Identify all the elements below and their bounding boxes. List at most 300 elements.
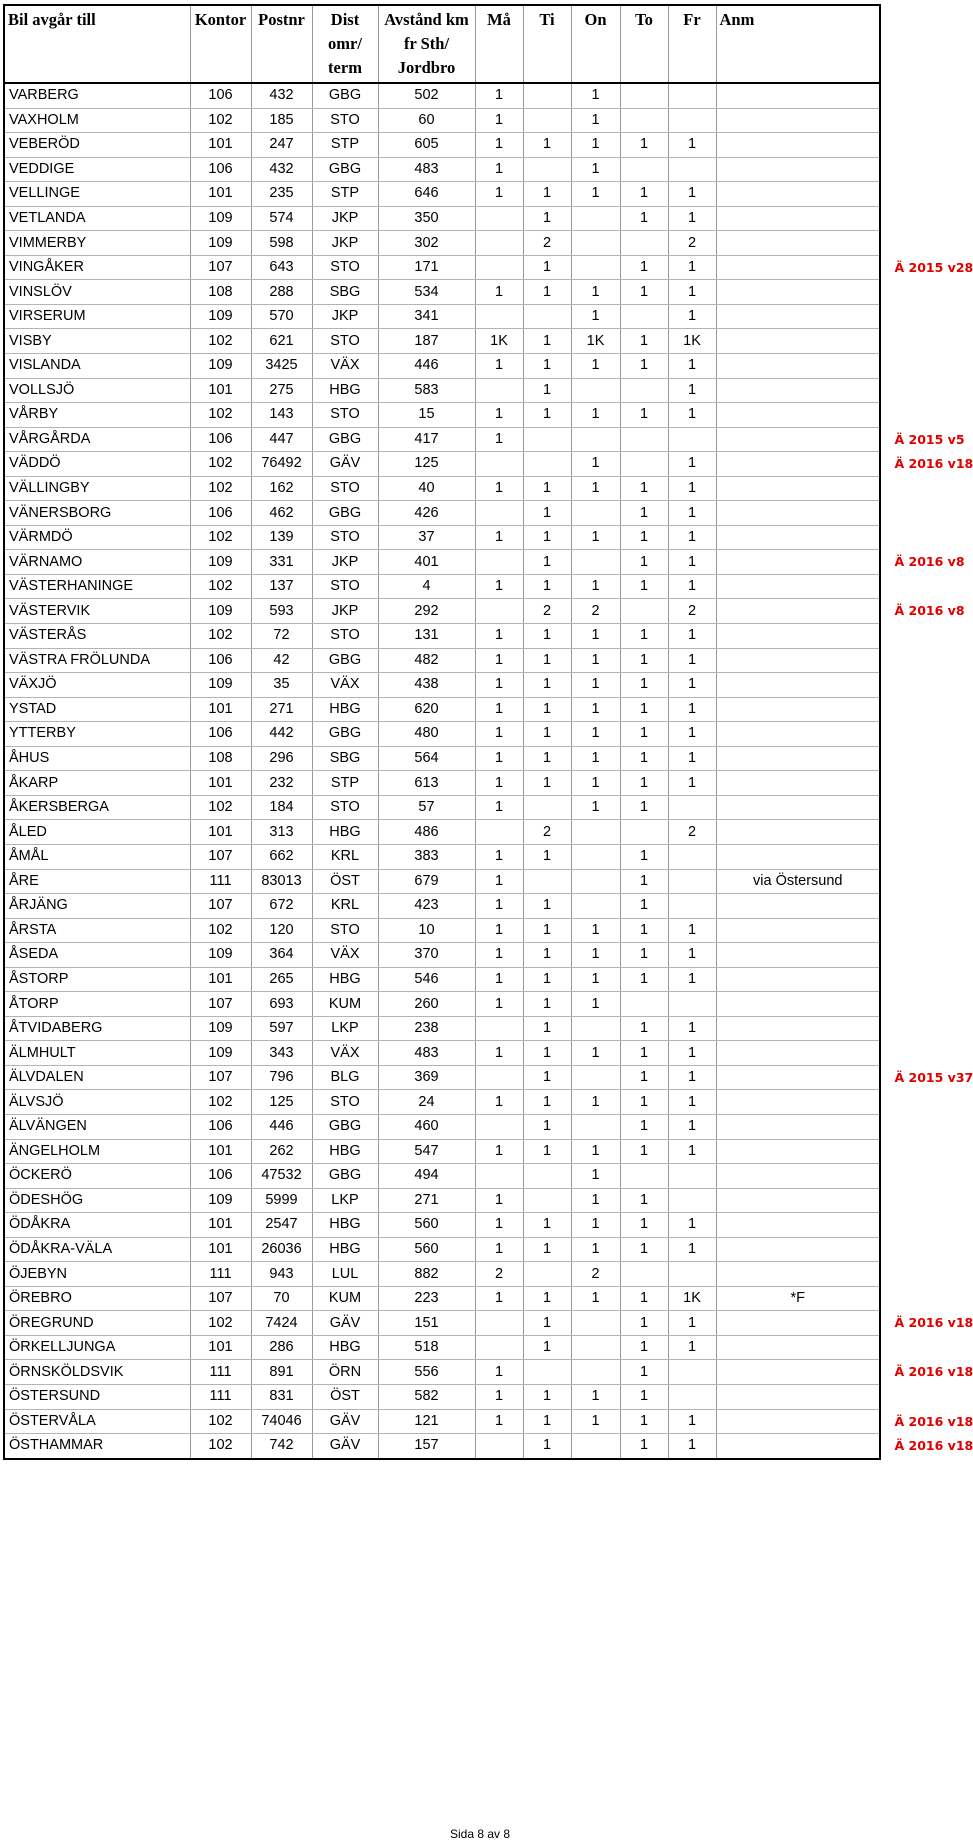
distance-cell: 480 xyxy=(378,722,475,747)
monday-cell xyxy=(475,599,523,624)
district-cell: HBG xyxy=(312,967,378,992)
tuesday-cell: 1 xyxy=(523,1139,571,1164)
office-cell: 102 xyxy=(190,1409,251,1434)
monday-cell: 1 xyxy=(475,918,523,943)
friday-cell xyxy=(668,1360,716,1385)
monday-cell: 1 xyxy=(475,1041,523,1066)
office-cell: 101 xyxy=(190,1139,251,1164)
thursday-cell xyxy=(620,231,668,256)
destination-cell: ÄLVÄNGEN xyxy=(4,1114,190,1139)
remark-cell xyxy=(716,501,880,526)
tuesday-cell: 1 xyxy=(523,182,571,207)
postcode-cell: 313 xyxy=(251,820,312,845)
postcode-cell: 185 xyxy=(251,108,312,133)
district-cell: BLG xyxy=(312,1065,378,1090)
office-cell: 106 xyxy=(190,427,251,452)
wednesday-cell: 1 xyxy=(571,697,620,722)
remark-cell xyxy=(716,403,880,428)
destination-cell: ÅKARP xyxy=(4,771,190,796)
remark-cell xyxy=(716,894,880,919)
thursday-cell: 1 xyxy=(620,255,668,280)
office-cell: 108 xyxy=(190,746,251,771)
table-row xyxy=(4,403,880,428)
office-cell: 106 xyxy=(190,648,251,673)
wednesday-cell: 1 xyxy=(571,967,620,992)
friday-cell: 1 xyxy=(668,648,716,673)
office-cell: 101 xyxy=(190,967,251,992)
postcode-cell: 742 xyxy=(251,1434,312,1459)
distance-cell: 370 xyxy=(378,943,475,968)
remark-cell xyxy=(716,1213,880,1238)
distance-cell: 10 xyxy=(378,918,475,943)
destination-cell: VÄRMDÖ xyxy=(4,525,190,550)
district-cell: STP xyxy=(312,182,378,207)
postcode-cell: 72 xyxy=(251,624,312,649)
tuesday-cell: 1 xyxy=(523,844,571,869)
thursday-cell: 1 xyxy=(620,943,668,968)
table-row xyxy=(4,378,880,403)
office-cell: 109 xyxy=(190,673,251,698)
wednesday-cell: 1 xyxy=(571,795,620,820)
monday-cell xyxy=(475,378,523,403)
friday-cell: 1 xyxy=(668,378,716,403)
table-row xyxy=(4,1335,880,1360)
destination-cell: ÖSTERVÅLA xyxy=(4,1409,190,1434)
friday-cell: 1 xyxy=(668,1409,716,1434)
friday-cell xyxy=(668,83,716,108)
district-cell: HBG xyxy=(312,1213,378,1238)
postcode-cell: 296 xyxy=(251,746,312,771)
tuesday-cell: 2 xyxy=(523,599,571,624)
postcode-cell: 943 xyxy=(251,1262,312,1287)
table-row xyxy=(4,133,880,158)
friday-cell: 2 xyxy=(668,820,716,845)
remark-cell xyxy=(716,1434,973,1459)
monday-cell: 1 xyxy=(475,624,523,649)
tuesday-cell: 1 xyxy=(523,673,571,698)
thursday-cell: 1 xyxy=(620,329,668,354)
wednesday-cell: 1 xyxy=(571,452,620,477)
thursday-cell: 1 xyxy=(620,648,668,673)
monday-cell xyxy=(475,206,523,231)
office-cell: 109 xyxy=(190,1041,251,1066)
tuesday-cell: 1 xyxy=(523,918,571,943)
destination-cell: YTTERBY xyxy=(4,722,190,747)
table-row xyxy=(4,1065,880,1090)
change-note: Ä 2016 v18 xyxy=(894,1438,973,1454)
remark-cell xyxy=(716,280,880,305)
distance-cell: 131 xyxy=(378,624,475,649)
distance-cell: 547 xyxy=(378,1139,475,1164)
table-row xyxy=(4,108,880,133)
tuesday-cell: 1 xyxy=(523,476,571,501)
change-note: Ä 2016 v8 xyxy=(894,554,965,570)
postcode-cell: 35 xyxy=(251,673,312,698)
destination-cell: ÄNGELHOLM xyxy=(4,1139,190,1164)
office-cell: 106 xyxy=(190,157,251,182)
monday-cell: 1K xyxy=(475,329,523,354)
thursday-cell: 1 xyxy=(620,1237,668,1262)
distance-cell: 534 xyxy=(378,280,475,305)
table-row xyxy=(4,550,880,575)
remark-cell xyxy=(716,1139,880,1164)
destination-cell: ÄLVDALEN xyxy=(4,1065,190,1090)
friday-cell xyxy=(668,844,716,869)
distance-cell: 486 xyxy=(378,820,475,845)
monday-cell: 1 xyxy=(475,280,523,305)
thursday-cell xyxy=(620,304,668,329)
tuesday-cell: 1 xyxy=(523,1384,571,1409)
remark-text: via Östersund xyxy=(753,872,843,889)
thursday-cell: 1 xyxy=(620,476,668,501)
thursday-cell: 1 xyxy=(620,697,668,722)
postcode-cell: 184 xyxy=(251,795,312,820)
destination-cell: ÖREGRUND xyxy=(4,1311,190,1336)
postcode-cell: 47532 xyxy=(251,1164,312,1189)
thursday-cell xyxy=(620,378,668,403)
table-row xyxy=(4,1114,880,1139)
wednesday-cell xyxy=(571,820,620,845)
district-cell: LUL xyxy=(312,1262,378,1287)
thursday-cell xyxy=(620,992,668,1017)
table-row xyxy=(4,501,880,526)
wednesday-cell xyxy=(571,1016,620,1041)
header-destination: Bil avgår till xyxy=(4,5,190,83)
destination-cell: VINGÅKER xyxy=(4,255,190,280)
postcode-cell: 137 xyxy=(251,574,312,599)
distance-cell: 4 xyxy=(378,574,475,599)
distance-cell: 483 xyxy=(378,157,475,182)
postcode-cell: 462 xyxy=(251,501,312,526)
remark-cell xyxy=(716,648,880,673)
distance-cell: 882 xyxy=(378,1262,475,1287)
monday-cell: 1 xyxy=(475,1213,523,1238)
thursday-cell: 1 xyxy=(620,403,668,428)
thursday-cell: 1 xyxy=(620,1090,668,1115)
change-note: Ä 2016 v18 xyxy=(894,1413,973,1429)
postcode-cell: 70 xyxy=(251,1286,312,1311)
remark-cell xyxy=(716,133,880,158)
distance-cell: 502 xyxy=(378,83,475,108)
district-cell: GBG xyxy=(312,1164,378,1189)
friday-cell: 1 xyxy=(668,133,716,158)
destination-cell: ÖJEBYN xyxy=(4,1262,190,1287)
table-row xyxy=(4,1016,880,1041)
remark-cell xyxy=(716,1409,973,1434)
wednesday-cell: 1K xyxy=(571,329,620,354)
wednesday-cell: 1 xyxy=(571,133,620,158)
thursday-cell: 1 xyxy=(620,280,668,305)
postcode-cell: 139 xyxy=(251,525,312,550)
postcode-cell: 235 xyxy=(251,182,312,207)
wednesday-cell: 1 xyxy=(571,1041,620,1066)
change-note: Ä 2016 v18 xyxy=(894,1315,973,1331)
distance-cell: 171 xyxy=(378,255,475,280)
friday-cell: 1 xyxy=(668,1213,716,1238)
office-cell: 101 xyxy=(190,820,251,845)
page-footer: Sida 8 av 8 xyxy=(449,1827,511,1841)
wednesday-cell xyxy=(571,378,620,403)
remark-cell xyxy=(716,918,880,943)
office-cell: 101 xyxy=(190,1237,251,1262)
tuesday-cell: 1 xyxy=(523,771,571,796)
wednesday-cell: 1 xyxy=(571,83,620,108)
destination-cell: ÅSTORP xyxy=(4,967,190,992)
tuesday-cell: 1 xyxy=(523,1311,571,1336)
change-note: Ä 2015 v5 xyxy=(894,431,965,447)
friday-cell xyxy=(668,1188,716,1213)
postcode-cell: 598 xyxy=(251,231,312,256)
monday-cell xyxy=(475,304,523,329)
tuesday-cell xyxy=(523,304,571,329)
office-cell: 101 xyxy=(190,133,251,158)
tuesday-cell xyxy=(523,1164,571,1189)
thursday-cell: 1 xyxy=(620,133,668,158)
distance-cell: 423 xyxy=(378,894,475,919)
remark-cell xyxy=(716,550,965,575)
header-friday: Fr xyxy=(668,5,716,83)
remark-cell xyxy=(716,697,880,722)
wednesday-cell xyxy=(571,255,620,280)
wednesday-cell xyxy=(571,501,620,526)
tuesday-cell: 1 xyxy=(523,1041,571,1066)
table-row xyxy=(4,1384,880,1409)
postcode-cell: 262 xyxy=(251,1139,312,1164)
distance-cell: 37 xyxy=(378,525,475,550)
table-row xyxy=(4,280,880,305)
thursday-cell: 1 xyxy=(620,624,668,649)
postcode-cell: 593 xyxy=(251,599,312,624)
postcode-cell: 286 xyxy=(251,1335,312,1360)
friday-cell: 1 xyxy=(668,354,716,379)
tuesday-cell: 1 xyxy=(523,133,571,158)
thursday-cell: 1 xyxy=(620,1114,668,1139)
distance-cell: 260 xyxy=(378,992,475,1017)
friday-cell: 1 xyxy=(668,697,716,722)
thursday-cell: 1 xyxy=(620,550,668,575)
distance-cell: 40 xyxy=(378,476,475,501)
remark-cell xyxy=(716,1041,880,1066)
thursday-cell xyxy=(620,820,668,845)
distance-cell: 560 xyxy=(378,1213,475,1238)
wednesday-cell: 1 xyxy=(571,574,620,599)
monday-cell xyxy=(475,820,523,845)
remark-cell xyxy=(716,354,880,379)
thursday-cell: 1 xyxy=(620,722,668,747)
monday-cell: 1 xyxy=(475,403,523,428)
wednesday-cell: 1 xyxy=(571,918,620,943)
remark-cell xyxy=(716,476,880,501)
friday-cell: 1 xyxy=(668,1041,716,1066)
monday-cell: 1 xyxy=(475,771,523,796)
thursday-cell: 1 xyxy=(620,795,668,820)
distance-cell: 460 xyxy=(378,1114,475,1139)
monday-cell: 2 xyxy=(475,1262,523,1287)
office-cell: 111 xyxy=(190,1360,251,1385)
wednesday-cell xyxy=(571,1311,620,1336)
distance-cell: 494 xyxy=(378,1164,475,1189)
office-cell: 111 xyxy=(190,869,251,894)
table-row xyxy=(4,894,880,919)
office-cell: 102 xyxy=(190,476,251,501)
table-row xyxy=(4,918,880,943)
table-row xyxy=(4,992,880,1017)
district-cell: JKP xyxy=(312,550,378,575)
table-row xyxy=(4,1139,880,1164)
district-cell: STO xyxy=(312,918,378,943)
destination-cell: ÖSTHAMMAR xyxy=(4,1434,190,1459)
district-cell: GBG xyxy=(312,648,378,673)
table-row xyxy=(4,746,880,771)
wednesday-cell: 1 xyxy=(571,1409,620,1434)
district-cell: JKP xyxy=(312,599,378,624)
friday-cell xyxy=(668,1384,716,1409)
postcode-cell: 643 xyxy=(251,255,312,280)
tuesday-cell: 1 xyxy=(523,550,571,575)
remark-cell xyxy=(716,329,880,354)
distance-cell: 187 xyxy=(378,329,475,354)
office-cell: 109 xyxy=(190,304,251,329)
postcode-cell: 5999 xyxy=(251,1188,312,1213)
friday-cell xyxy=(668,869,716,894)
tuesday-cell: 1 xyxy=(523,1335,571,1360)
wednesday-cell xyxy=(571,894,620,919)
office-cell: 102 xyxy=(190,918,251,943)
destination-cell: VISBY xyxy=(4,329,190,354)
district-cell: STO xyxy=(312,1090,378,1115)
thursday-cell: 1 xyxy=(620,1139,668,1164)
wednesday-cell: 1 xyxy=(571,648,620,673)
tuesday-cell: 1 xyxy=(523,1065,571,1090)
distance-cell: 271 xyxy=(378,1188,475,1213)
distance-cell: 24 xyxy=(378,1090,475,1115)
remark-cell xyxy=(716,1188,880,1213)
monday-cell xyxy=(475,1164,523,1189)
wednesday-cell xyxy=(571,1065,620,1090)
destination-cell: VELLINGE xyxy=(4,182,190,207)
distance-cell: 369 xyxy=(378,1065,475,1090)
wednesday-cell xyxy=(571,1114,620,1139)
friday-cell: 1 xyxy=(668,1139,716,1164)
district-cell: KRL xyxy=(312,844,378,869)
friday-cell: 1 xyxy=(668,1016,716,1041)
destination-cell: VEBERÖD xyxy=(4,133,190,158)
friday-cell: 1 xyxy=(668,182,716,207)
tuesday-cell: 2 xyxy=(523,231,571,256)
remark-cell xyxy=(716,992,880,1017)
remark-cell xyxy=(716,1311,973,1336)
remark-cell xyxy=(716,1384,880,1409)
remark-text: *F xyxy=(790,1290,805,1307)
wednesday-cell: 1 xyxy=(571,280,620,305)
thursday-cell: 1 xyxy=(620,182,668,207)
thursday-cell: 1 xyxy=(620,967,668,992)
office-cell: 107 xyxy=(190,844,251,869)
change-note: Ä 2015 v28 xyxy=(894,259,973,275)
district-cell: GÄV xyxy=(312,452,378,477)
postcode-cell: 597 xyxy=(251,1016,312,1041)
friday-cell: 1 xyxy=(668,1065,716,1090)
tuesday-cell: 1 xyxy=(523,894,571,919)
tuesday-cell: 1 xyxy=(523,648,571,673)
friday-cell: 1 xyxy=(668,476,716,501)
destination-cell: ÄLVSJÖ xyxy=(4,1090,190,1115)
destination-cell: YSTAD xyxy=(4,697,190,722)
postcode-cell: 570 xyxy=(251,304,312,329)
monday-cell xyxy=(475,231,523,256)
monday-cell: 1 xyxy=(475,1360,523,1385)
destination-cell: ÅRE xyxy=(4,869,190,894)
postcode-cell: 662 xyxy=(251,844,312,869)
remark-cell xyxy=(716,1016,880,1041)
header-office: Kontor xyxy=(190,5,251,83)
tuesday-cell: 1 xyxy=(523,255,571,280)
office-cell: 111 xyxy=(190,1384,251,1409)
postcode-cell: 288 xyxy=(251,280,312,305)
table-row xyxy=(4,354,880,379)
tuesday-cell xyxy=(523,427,571,452)
monday-cell: 1 xyxy=(475,746,523,771)
postcode-cell: 3425 xyxy=(251,354,312,379)
distance-cell: 560 xyxy=(378,1237,475,1262)
friday-cell: 1 xyxy=(668,967,716,992)
destination-cell: VÄNERSBORG xyxy=(4,501,190,526)
postcode-cell: 343 xyxy=(251,1041,312,1066)
destination-cell: ÖREBRO xyxy=(4,1286,190,1311)
destination-cell: ÅLED xyxy=(4,820,190,845)
destination-cell: VISLANDA xyxy=(4,354,190,379)
friday-cell: 1 xyxy=(668,943,716,968)
distance-cell: 582 xyxy=(378,1384,475,1409)
district-cell: JKP xyxy=(312,231,378,256)
table-row xyxy=(4,476,880,501)
destination-cell: VÅRGÅRDA xyxy=(4,427,190,452)
table-row xyxy=(4,525,880,550)
distance-cell: 341 xyxy=(378,304,475,329)
friday-cell: 1 xyxy=(668,624,716,649)
table-row xyxy=(4,943,880,968)
postcode-cell: 621 xyxy=(251,329,312,354)
district-cell: STO xyxy=(312,476,378,501)
monday-cell xyxy=(475,1335,523,1360)
district-cell: LKP xyxy=(312,1016,378,1041)
friday-cell: 1 xyxy=(668,304,716,329)
friday-cell: 1 xyxy=(668,550,716,575)
table-row xyxy=(4,329,880,354)
thursday-cell: 1 xyxy=(620,894,668,919)
destination-cell: VÄSTERÅS xyxy=(4,624,190,649)
remark-cell xyxy=(716,820,880,845)
thursday-cell: 1 xyxy=(620,746,668,771)
postcode-cell: 83013 xyxy=(251,869,312,894)
office-cell: 102 xyxy=(190,795,251,820)
table-row xyxy=(4,1286,880,1311)
monday-cell xyxy=(475,1065,523,1090)
postcode-cell: 265 xyxy=(251,967,312,992)
district-cell: GBG xyxy=(312,157,378,182)
wednesday-cell: 1 xyxy=(571,992,620,1017)
tuesday-cell: 1 xyxy=(523,403,571,428)
office-cell: 109 xyxy=(190,206,251,231)
thursday-cell: 1 xyxy=(620,1286,668,1311)
table-row xyxy=(4,1360,880,1385)
monday-cell: 1 xyxy=(475,943,523,968)
distance-cell: 417 xyxy=(378,427,475,452)
friday-cell: 1 xyxy=(668,722,716,747)
office-cell: 102 xyxy=(190,403,251,428)
office-cell: 107 xyxy=(190,894,251,919)
friday-cell: 1 xyxy=(668,746,716,771)
